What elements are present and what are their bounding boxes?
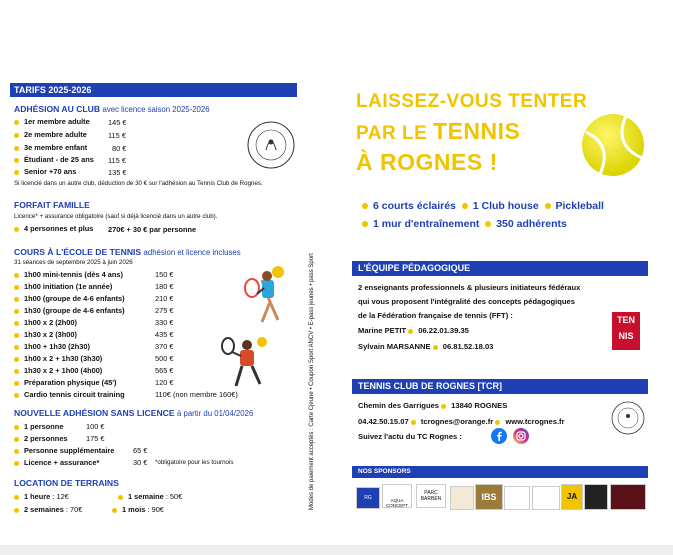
nouvelle-price: 30 € (133, 458, 148, 467)
facebook-icon[interactable] (491, 428, 507, 444)
contact-row: Sylvain MARSANNE 06.81.52.18.03 (358, 342, 494, 351)
nouvelle-title: NOUVELLE ADHÉSION SANS LICENCE à partir du 01/04/2026 (14, 408, 254, 418)
club-email[interactable]: tcrognes@orange.fr (420, 417, 494, 426)
cours-item: Préparation physique (45') (14, 378, 117, 387)
fft-tennis-logo: TEN NIS (612, 312, 640, 350)
forfait-title: FORFAIT FAMILLE (14, 200, 90, 210)
adhesion-item: 1er membre adulte (14, 117, 90, 126)
forfait-note: Licence* + assurance obligatoire (sauf si déjà licencié dans un autre club). (14, 213, 218, 220)
adhesion-item: Étudiant - de 25 ans (14, 155, 94, 164)
tarifs-header: TARIFS 2025-2026 (10, 83, 297, 97)
cours-price: 180 € (155, 282, 174, 291)
cours-item: 1h00 x 2 + 1h30 (3h30) (14, 354, 102, 363)
club-follow: Suivez l'actu du TC Rognes : (358, 432, 462, 441)
sponsor-logo: AQUA CONCEPT (382, 484, 412, 508)
cours-price: 330 € (155, 318, 174, 327)
payment-note: Modes de paiement acceptés : Carte Cjeune • Coupon Sport ANCV • E-pass jeunes • pass Sport (309, 253, 315, 510)
equipe-text3: de la Fédération française de tennis (FFT) : (358, 311, 513, 320)
contact-row: Marine PETIT 06.22.01.39.35 (358, 326, 469, 335)
sponsor-logo: RG (356, 487, 380, 509)
sponsor-logo: JA (561, 484, 583, 510)
hero-line3: À ROGNES ! (356, 149, 498, 175)
cours-item: 1h00 mini-tennis (dès 4 ans) (14, 270, 123, 279)
sponsor-logo (504, 486, 530, 510)
sponsor-logo (584, 484, 608, 510)
sponsors-header: NOS SPONSORS (352, 466, 648, 478)
adhesion-note: Si licencié dans un autre club, déduction de 30 € sur l'adhésion au Tennis Club de Rognes. (14, 180, 263, 187)
sponsor-logo (610, 484, 646, 510)
hero-line2: PAR LE TENNIS (356, 118, 521, 144)
boy-player-illustration (218, 332, 276, 390)
cours-price: 500 € (155, 354, 174, 363)
cours-price: 435 € (155, 330, 174, 339)
hero-line1: LAISSEZ-VOUS TENTER (356, 91, 588, 112)
cours-price: 370 € (155, 342, 174, 351)
adhesion-item: 2e membre adulte (14, 130, 87, 139)
cours-item: 1h30 x 2 + 1h00 (4h00) (14, 366, 102, 375)
club-address: Chemin des Garrigues 13840 ROGNES (358, 401, 508, 410)
equipe-text1: 2 enseignants professionnels & plusieurs initiateurs fédéraux (358, 283, 581, 292)
nouvelle-item: 1 personne (14, 422, 63, 431)
nouvelle-price: 65 € (133, 446, 148, 455)
cours-price: 565 € (155, 366, 174, 375)
sponsor-logo (450, 486, 474, 510)
cours-title: COURS À L'ÉCOLE DE TENNIS adhésion et licence incluses (14, 247, 241, 257)
adhesion-price: 135 € (108, 168, 127, 177)
cours-price: 150 € (155, 270, 174, 279)
cours-item: 1h00 (groupe de 4-6 enfants) (14, 294, 125, 303)
forfait-item: 4 personnes et plus (14, 224, 93, 233)
location-item: 1 mois : 90€ (112, 505, 164, 514)
cours-item: 1h00 x 2 (2h00) (14, 318, 77, 327)
club-seal-right-icon (610, 400, 646, 436)
location-title: LOCATION DE TERRAINS (14, 478, 119, 488)
location-item: 1 heure : 12€ (14, 492, 69, 501)
cours-note: 31 séances de septembre 2025 à juin 2026 (14, 259, 133, 266)
location-item: 2 semaines : 70€ (14, 505, 82, 514)
adhesion-title: ADHÉSION AU CLUB avec licence saison 2025-2026 (14, 104, 210, 114)
instagram-icon[interactable] (513, 428, 529, 444)
nouvelle-item: 2 personnes (14, 434, 68, 443)
cours-price: 120 € (155, 378, 174, 387)
girl-player-illustration (240, 262, 298, 324)
location-item: 1 semaine : 50€ (118, 492, 182, 501)
club-website-link[interactable]: www.tcrognes.fr (505, 417, 565, 426)
sponsor-logo: PARC BARBEN (416, 484, 446, 508)
cours-price: 110€ (non membre 160€) (155, 390, 238, 399)
bottom-edge (0, 545, 673, 555)
nouvelle-price: 175 € (86, 434, 105, 443)
tennis-ball-icon (580, 112, 646, 178)
club-contacts: 04.42.50.15.07 tcrognes@orange.fr www.tcrognes.fr (358, 417, 565, 426)
club-seal-icon (246, 120, 296, 170)
nouvelle-footnote: *obligatoire pour les tournois (155, 459, 234, 466)
nouvelle-item: Licence + assurance* (14, 458, 99, 467)
features-row2: 1 mur d'entraînement 350 adhérents (362, 218, 567, 230)
features-row1: 6 courts éclairés 1 Club house Pickleball (362, 200, 604, 212)
adhesion-price: 80 € (112, 144, 127, 153)
adhesion-item: Senior +70 ans (14, 167, 76, 176)
cours-price: 275 € (155, 306, 174, 315)
adhesion-price: 145 € (108, 118, 127, 127)
forfait-price: 270€ + 30 € par personne (108, 225, 197, 234)
equipe-header: L'ÉQUIPE PÉDAGOGIQUE (352, 261, 648, 276)
cours-item: Cardio tennis circuit training (14, 390, 125, 399)
equipe-text2: qui vous proposent l'intégralité des concepts pédagogiques (358, 297, 575, 306)
nouvelle-price: 100 € (86, 422, 105, 431)
adhesion-item: 3e membre enfant (14, 143, 87, 152)
cours-price: 210 € (155, 294, 174, 303)
adhesion-price: 115 € (108, 131, 126, 140)
sponsor-logo (532, 486, 560, 510)
adhesion-price: 115 € (108, 156, 126, 165)
nouvelle-item: Personne supplémentaire (14, 446, 114, 455)
cours-item: 1h30 (groupe de 4-6 enfants) (14, 306, 125, 315)
club-header: TENNIS CLUB DE ROGNES [TCR] (352, 379, 648, 394)
cours-item: 1h00 + 1h30 (2h30) (14, 342, 90, 351)
cours-item: 1h00 initiation (1e année) (14, 282, 112, 291)
cours-item: 1h30 x 2 (3h00) (14, 330, 77, 339)
sponsor-logo: IBS (475, 484, 503, 510)
